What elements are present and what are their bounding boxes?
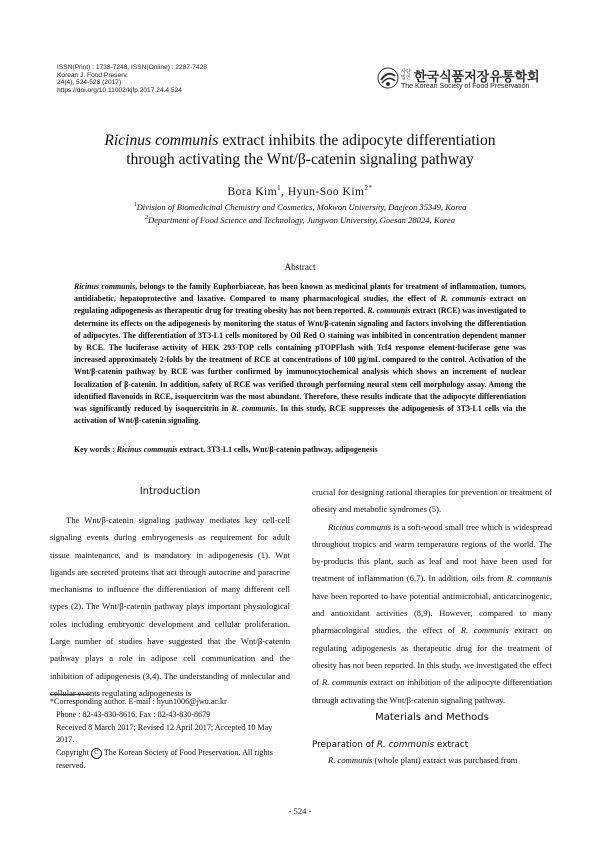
author-1-affil: 1 <box>277 184 282 192</box>
author-separator: , <box>281 185 288 198</box>
abstract-body: Ricinus communis, belongs to the family Euphorbiaceae, has been known as medicinal plants for treatment of inflammation, tumors, antidiabetic, hepatoprotective and laxative. Compared to many pharmacological studies, the effect of R. communis extract on regulating adipogenesis as therapeutic drug for treating obesity has not been reported. R. communis extract (RCE) was investigated to determine its effects on the adipogenesis by monitoring the status of Wnt/β-catenin signaling and factors involving the differentiation of adipocytes. The differentiation of 3T3-L1 cells monitored by Oil Red O staining was inhibited in concentration dependent manner by RCE. The luciferase activity of HEK 293-TOP cells containing pTOPFlash with Tcf4 response element-luciferase gene was increased approximately 2-folds by the treatment of RCE at concentrations of 100 μg/mL compared to the control. Activation of the Wnt/β-catenin pathway by RCE was further confirmed by immunocytochemical analysis which shows an increment of nuclear localization of β-catenin. In addition, safety of RCE was verified through performing neural stem cell morphology assay. Among the identified flavonoids in RCE, isoquercitrin was the most abundant. Therefore, these results indicate that the adipocyte differentiation was significantly reduced by isoquercitrin in R. communis. In this study, RCE suppresses the adipogenesis of 3T3-L1 cells via the activation of Wnt/β-catenin signaling. <box>74 282 527 426</box>
author-1: Bora Kim <box>227 185 278 198</box>
intro-paragraph-1: The Wnt/β-catenin signaling pathway mediates key cell-cell signaling events during embryogenesis as requirement for adult tissue maintenance, and is mandatory in adipogenesis (1). Wnt ligands are secreted proteins that act through autocrine and paracrine mechanisms to influence the differentiation of many different cell types (2). The Wnt/β-catenin pathway plays important physiological roles including embryonic development and cellular proliferation. Large number of studies have suggested that the Wnt/β-catenin pathway plays a role in adipose cell communication and the inhibition of adipogenesis (3,4). The understanding of molecular and cellular events regulating adipogenesis is <box>50 515 290 698</box>
footnote-divider <box>50 694 90 695</box>
volume-line: 24(4), 524-528 (2017) <box>57 79 122 87</box>
author-list <box>40 184 560 198</box>
copyright-icon: C <box>91 748 102 759</box>
title-line1: extract inhibits the adipocyte differentiation <box>218 132 496 149</box>
keywords: Key words : Ricinus communis extract, 3T3-L1 cells, Wnt/β-catenin pathway, adipogenesis <box>74 445 378 454</box>
society-korean-name: 한국식품저장유통학회 <box>414 70 540 85</box>
author-2-affil: 2* <box>364 184 373 192</box>
society-logo-block <box>377 64 552 94</box>
journal-name: Korean J. Food Preserv. <box>57 71 128 79</box>
page-number: - 524 - <box>288 806 312 816</box>
doi-link[interactable]: https://doi.org/10.11002/kjfp.2017.24.4.524 <box>57 86 182 94</box>
paper-title <box>40 131 560 169</box>
author-2: Hyun-Soo Kim <box>287 185 365 198</box>
intro-left-column <box>50 512 290 702</box>
methods-subheading: Preparation of R. communis extract <box>312 740 469 750</box>
methods-heading: Materials and Methods <box>375 712 489 723</box>
society-emblem-icon <box>377 67 399 89</box>
introduction-heading: Introduction <box>139 486 201 497</box>
title-italic-species: Ricinus communis <box>104 132 219 149</box>
corresponding-author: *Corresponding author. E-mail : hyun1006@jwu.ac.kr <box>50 697 227 706</box>
affiliation-1: $^1$Division of Biomedicinal Chemistry and Cosmetics, Mokwon University, Daejeon 35349, Korea <box>133 202 467 212</box>
abstract-heading: Abstract <box>284 262 316 272</box>
issn-line: ISSN(Print) : 1738-7248, ISSN(Online) : 2287-7428 <box>57 64 207 71</box>
footnote-block <box>50 696 290 773</box>
methods-paragraph: R. communis (whole plant) extract was purchased from <box>328 755 518 765</box>
received-dates: Received 8 March 2017; Revised 12 April 2017; Accepted 10 May 2017. <box>56 722 273 745</box>
society-corp-mark: 사단 법인 <box>401 69 411 81</box>
title-line2: through activating the Wnt/β-catenin signaling pathway <box>126 151 474 168</box>
contact-phone: Phone : 82-43-830-8616, Fax : 82-43-830-8679 <box>56 709 211 719</box>
society-english-name: The Korean Society of Food Preservation <box>401 83 530 90</box>
intro-paragraph-2: Ricinus communis is a soft-wood small tree which is widespread throughout tropics and warm temperature regions of the world. The by-products this plant, such as leaf and root have been used for treatment of inflammation (6,7). In addition, oils from R. communis have been reported to have potential antimicrobial, anticarcinogenic, and antioxidant activities (8,9). However, compared to many pharmacological studies, the effect of R. communis extract on regulating adipogenesis as therapeutic drug for the treatment of obesity has not been reported. In this study, we investigated the effect of R. communis extract on inhibition of the adipocyte differentiation through activating the Wnt/β-catenin signaling pathway. <box>312 521 552 705</box>
affiliation-2: $^2$Department of Food Science and Technology, Jungwon University, Goesan 28024, Korea <box>144 215 456 225</box>
intro-right-column <box>312 484 552 709</box>
copyright-notice: Copyright C The Korean Society of Food Preservation. All rights reserved. <box>56 748 273 770</box>
intro-paragraph-1-cont: crucial for designing rational therapies for prevention or treatment of obesity and metabolic syndromes (5). <box>312 487 552 515</box>
journal-header <box>57 64 207 94</box>
